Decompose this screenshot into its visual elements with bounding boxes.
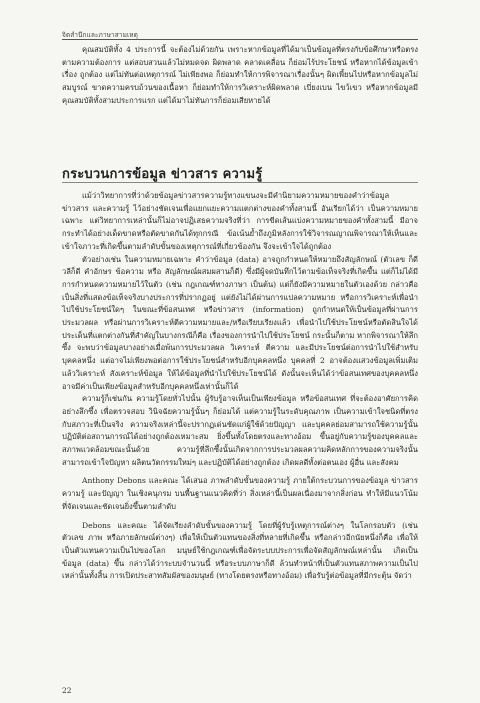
running-header: จิตสำนึกและภาษาสามเหตุ [62,31,138,39]
body-paragraph-2: ตัวอย่างเช่น ในความหมายเฉพาะ คำว่าข้อมูล (data) อาจถูกกำหนดให้หมายถึงสัญลักษณ์ (ตัวเลข ก็ดี วลีก็ดี คำอักษร ข้อความ หรือ สัญลักษณ์ผสมผสานก็ดี) ซึ่งมีผู้จดบันทึกไว้ตามข้อเท็จจริงที่เกิดขึ้น แต่ก็ไม่ได้มีการกำหนดความหมายไว้ในตัว (เช่น กฎเกณฑ์ทางภาษา เป็นต้น) แต่ก็ยังมีความหมายในตัวเองด้วย กล่าวคือเป็นสิ่งที่แสดงข้อเท็จจริงบางประการที่ปรากฏอยู่ แต่ยังไม่ได้ผ่านการแปลความหมาย หรือการวิเคราะห์เพื่อนำไปใช้ประโยชน์ใดๆ ในขณะที่ข้อสนเทศ หรือข่าวสาร (information) ถูกกำหนดให้เป็นข้อมูลที่ผ่านการประมวลผล หรือผ่านการวิเคราะห์ตีความหมายและ/หรือเรียบเรียงแล้ว เพื่อนำไปใช้ประโยชน์หรือตัดสินใจได้ ประเด็นที่แตกต่างกันที่สำคัญในบางกรณีก็คือ เรื่องของการนำไปใช้ประโยชน์ กระนั้นก็ตาม หากพิจารณาให้ลึกซึ้ง จะพบว่าข้อมูลบางอย่างเมื่อพ้นการประมวลผล วิเคราะห์ ตีความ และมีประโยชน์ต่อการนำไปใช้สำหรับบุคคลหนึ่ง แต่อาจไม่เพียงพอต่อการใช้ประโยชน์สำหรับอีกบุคคลหนึ่ง บุคคลที่ 2 อาจต้องแสวงข้อมูลเพิ่มเติม แล้ววิเคราะห์ สังเคราะห์ข้อมูล ให้ได้ข้อมูลที่นำไปใช้ประโยชน์ได้ ดังนั้นจะเห็นได้ว่าข้อสนเทศของบุคคลหนึ่งอาจมีค่าเป็นเพียงข้อมูลสำหรับอีกบุคคลหนึ่งเท่านั้นก็ได้ [62,254,418,391]
body-paragraph-4: Anthony Debons และคณะ ได้เสนอ ภาพลำดับขั้นของความรู้ ภายใต้กระบวนการของข้อมูล ข่าวสาร ความรู้ และปัญญา ในเชิงคนุกรม บนพื้นฐานแนวคิดที่ว่า สิ่งเหล่านี้เป็นผลเนื่องมาจากสิ่งก่อน ทำให้มีแนวโน้มที่จัดเจนและชัดเจนยิ่งขึ้นตามลำดับ [62,476,418,511]
header-rule [62,39,418,40]
intro-text-block [62,44,418,108]
body-paragraph-5: Debons และคณะ ได้จัดเรียงลำดับขั้นของความรู้ โดยที่ผู้รับรู้เหตุการณ์ต่างๆ ในโลกรอบตัว (เช่น ตัวเลข ภาพ หรือภายลักษณ์ต่างๆ) เพื่อให้เป็นตัวแทนของสิ่งที่หลายที่เกิดขึ้น หรือกล่าวอีกนัยหนึ่งก็คือ เพื่อให้เป็นตัวแทนความเป็นไปของโลก มนุษย์ใช้กฎเกณฑ์เพื่อจัดระบบประการเพื่อจัดสัญลักษณ์เหล่านั้น เกิดเป็นข้อมูล (data) ขึ้น กล่าวได้ว่าระบบจำนวนนี้ หรือระบบภาษาก็ดี ล้วนทำหน้าที่เป็นตัวแทนสภาพความเป็นไปเหล่านั้นทั้งสิ้น การเปิดประสาทสัมผัสของมนุษย์ (ทางโดยตรงหรือทางอ้อม) เพื่อรับรู้ต่อข้อมูลที่มีกระตุ้น จัดว่า [62,520,418,581]
section-heading: กระบวนการข้อมูล ข่าวสาร ความรู้ [62,167,263,182]
body-paragraph-1: แม้ว่าวิทยาการที่ว่าด้วยข้อมูลข่าวสารความรู้ทางแขนงจะมีคำนิยามความหมายของคำว่าข้อมูล ข่าวสาร และความรู้ ไว้อย่างชัดเจนเพื่อแยกแยะความแตกต่างของคำทั้งสามนี้ อันเรียกได้ว่า เป็นความหมายเฉพาะ แต่วิทยาการเหล่านั้นก็ไม่อาจปฏิเสธความจริงที่ว่า การขีดเส้นแบ่งความหมายของคำทั้งสามนี้ มีอาจกระทำได้อย่างเด็ดขาดหรือตัดขาดกันได้ทุกกรณี ข้อเน้นย้ำถึงภูมิหลังการใช้วิจารณญาณพิจารณาให้เห็นและเข้าใจภาวะที่เกิดขึ้นตามลำดับขั้นของเหตุการณ์ที่เกี่ยวข้องกัน จึงจะเข้าใจได้ถูกต้อง [62,191,418,251]
heading-rule [62,182,418,183]
body-paragraph-3: ความรู้ก็เช่นกัน ความรู้โดยทั่วไปนั้น ผู้รับรู้อาจเห็นเป็นเพียงข้อมูล หรือข้อสนเทศ ที่จะต้องอาศัยการคิดอย่างลึกซึ้ง เพื่อตรวจสอบ วินิจฉัยความรู้นั้นๆ ก็ย่อมได้ แต่ความรู้ในระดับคุณภาพ เป็นความเข้าใจชนิดที่ตรงกับสภาวะที่เป็นจริง ความจริงเหล่านี้จะปรากฏเด่นชัดแก่ผู้ใช้ด้วยปัญญา และบุคคลย่อมสามารถใช้ความรู้นั้นปฏิบัติต่อสถานการณ์ได้อย่างถูกต้องเหมาะสม ยิ่งขึ้นทั้งโดยตรงและทางอ้อม ขึ้นอยู่กับความรู้ของบุคคลและสภาพแวดล้อมขณะนั้นด้วย ความรู้ที่ลึกซึ้งนั้นเกิดจากการประมวลผลความคิดหลักการของความจริงนั้น สามารถเข้าใจปัญหา ผลิตนวัตกรรมใหม่ๆ และปฏิบัติได้อย่างถูกต้อง เกิดผลดีทั้งต่อตนเอง ผู้อื่น และสังคม [62,394,418,467]
section-body [62,190,418,583]
page-number: 22 [62,686,72,695]
intro-paragraph: คุณสมบัติทั้ง 4 ประการนี้ จะต้องไม่ด้วยกัน เพราะหากข้อมูลที่ได้มาเป็นข้อมูลที่ตรงกับข้อศึกษาหรือตรงตามความต้องการ แต่สอบสวนแล้วไม่หมดจด ผิดพลาด คลาดเคลื่อน ก็ย่อมไร้ประโยชน์ หรือหากได้ข้อมูลเข้าเรื่อง ถูกต้อง แต่ไม่ทันต่อเหตุการณ์ ไม่เพียงพอ ก็ย่อมทำให้การพิจารณาเรื่องนั้นๆ ผิดเพี้ยนไปหรือหากข้อมูลไม่สมบูรณ์ ขาดความครบถ้วนของเนื้อหา ก็ย่อมทำให้การวิเคราะห์ผิดพลาด เบี่ยงเบน ไขว้เขว หรือหากข้อมูลมีคุณสมบัติทั้งสามประการแรก แต่ได้มาไม่ทันการก็ย่อมเสียหายได้ [62,45,418,105]
